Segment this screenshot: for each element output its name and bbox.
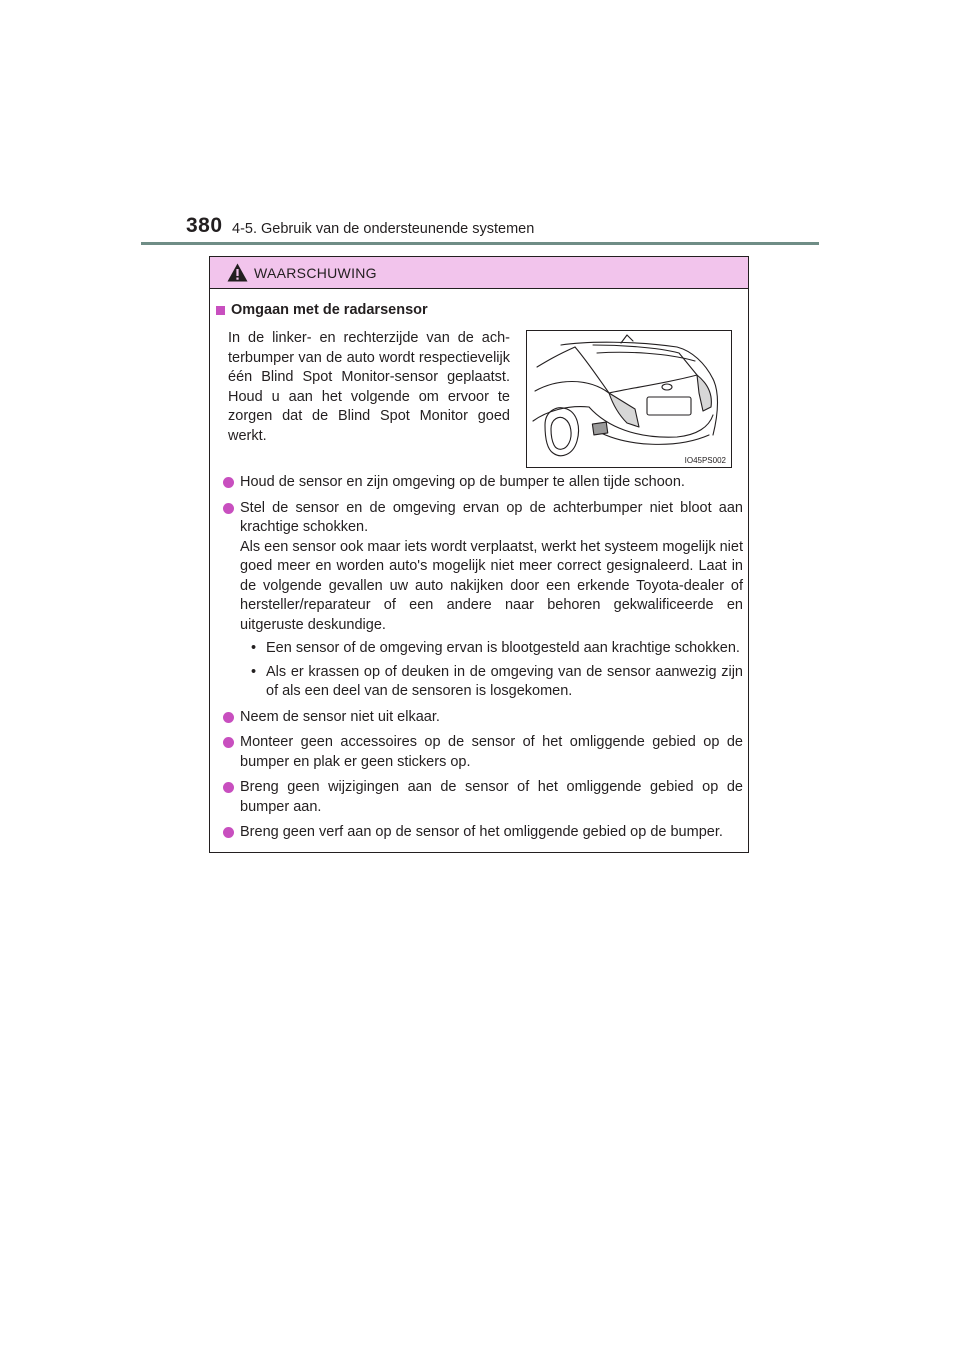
section-title: 4-5. Gebruik van de ondersteunende systemen: [232, 221, 535, 237]
dot-bullet: •: [251, 663, 257, 680]
sub-item-text: Een sensor of de omgeving ervan is blootgesteld aan krachtige schokken.: [266, 640, 740, 656]
item-text-continued: Als een sensor ook maar iets wordt verplaatst, werkt het systeem mogelijk niet goed meer en worden auto's mogelijk niet meer correct gesignaleerd. Laat in de volgende gevallen uw auto nakijken door een erkende Toyota-dealer of hersteller/reparateur of een andere naar behoren gekwalificeerde en uitgeruste deskundige.: [240, 538, 743, 633]
circle-bullet-icon: [223, 737, 234, 748]
warning-header: [210, 257, 748, 289]
item-text: Neem de sensor niet uit elkaar.: [240, 708, 440, 725]
list-item: [217, 823, 743, 843]
car-rear-drawing: [527, 331, 731, 467]
subheading-text: Omgaan met de radarsensor: [231, 302, 428, 318]
circle-bullet-icon: [223, 477, 234, 488]
dot-bullet: •: [251, 640, 257, 656]
warning-box: [209, 256, 749, 853]
sub-item-text: Als er krassen op of deuken in de omgeving van de sensor aanwezig zijn of als een deel van de sensoren is losgekomen.: [266, 663, 743, 699]
sub-list-item: [240, 639, 743, 659]
item-text: Breng geen verf aan op de sensor of het omliggende gebied op de bumper.: [240, 824, 723, 840]
warning-triangle-icon: [227, 263, 248, 282]
intro-text: In de linker- en rechterzijde van de achterbumper van de auto wordt respectievelijk één Blind Spot Monitor-sensor geplaatst. Houd u aan het volgende om ervoor te zorgen dat de Blind Spot Monitor goed werkt.: [228, 330, 510, 444]
car-rear-illustration: [526, 330, 732, 468]
circle-bullet-icon: [223, 827, 234, 838]
list-item: [217, 733, 743, 772]
warning-list: [217, 473, 743, 849]
list-item: [217, 473, 743, 493]
list-item: [217, 778, 743, 817]
list-item: [217, 499, 743, 702]
figure-code: IO45PS002: [684, 456, 726, 465]
sub-list-item: [240, 663, 743, 702]
subheading: [216, 302, 428, 318]
square-bullet-icon: [216, 306, 225, 315]
circle-bullet-icon: [223, 712, 234, 723]
item-text: Stel de sensor en de omgeving ervan op de achterbumper niet bloot aan krachtige schokken.: [240, 499, 743, 535]
list-item: [217, 708, 743, 728]
page-number: 380: [186, 214, 223, 237]
circle-bullet-icon: [223, 503, 234, 514]
item-text: Houd de sensor en zijn omgeving op de bumper te allen tijde schoon.: [240, 474, 685, 490]
circle-bullet-icon: [223, 782, 234, 793]
header-rule: [141, 242, 819, 245]
warning-title: WAARSCHUWING: [254, 265, 377, 281]
item-text: Breng geen wijzigingen aan de sensor of het omliggende gebied op de bumper aan.: [240, 779, 743, 815]
item-text: Monteer geen accessoires op de sensor of het omliggende gebied op de bumper en plak er geen stickers op.: [240, 734, 743, 770]
